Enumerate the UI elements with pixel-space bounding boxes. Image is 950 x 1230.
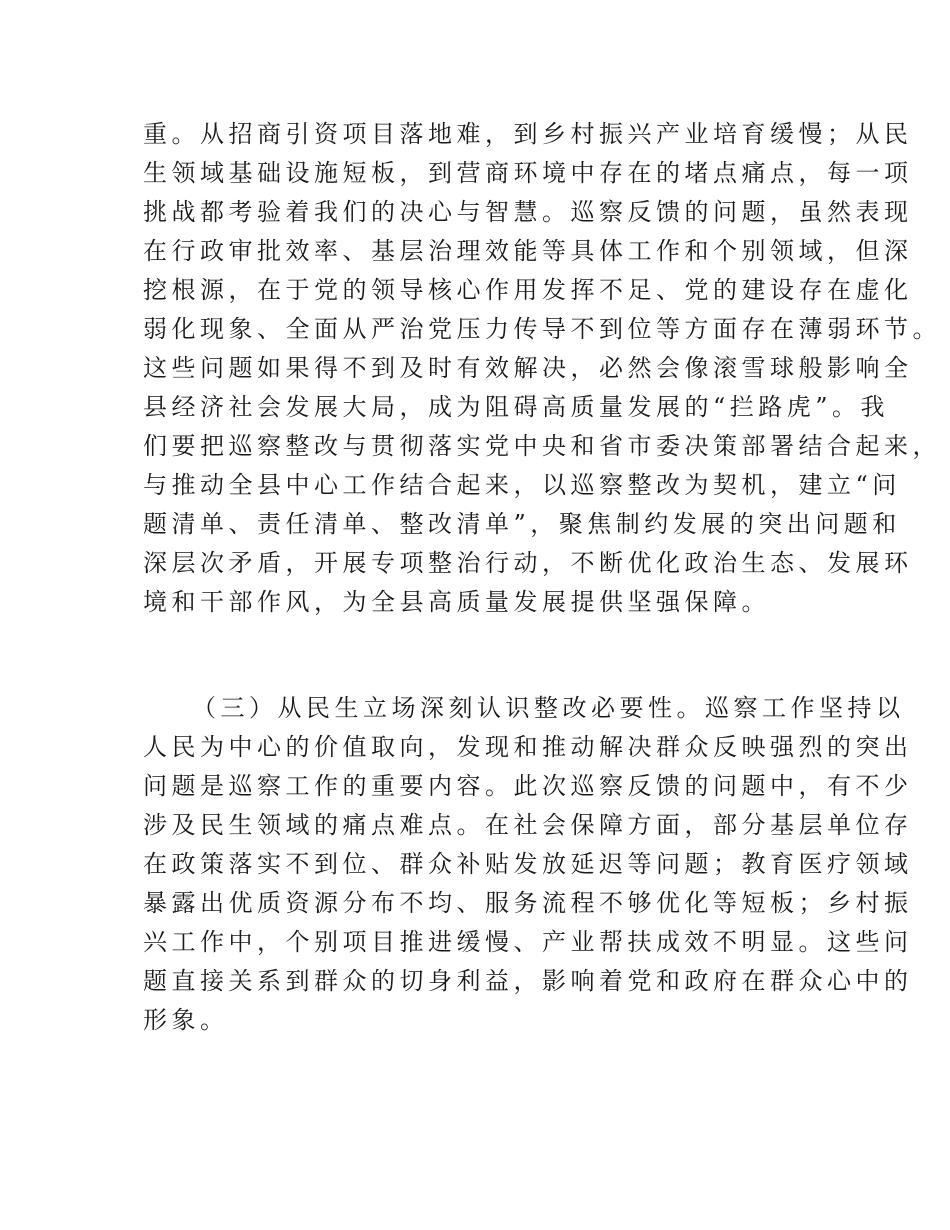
text-line: 题清单、责任清单、整改清单”，聚焦制约发展的突出问题和 (143, 510, 901, 538)
text-line: （三）从民生立场深刻认识整改必要性。巡察工作坚持以 (192, 694, 905, 722)
text-line: 与推动全县中心工作结合起来，以巡察整改为契机，建立“问 (143, 471, 901, 499)
text-line: 弱化现象、全面从严治党压力传导不到位等方面存在薄弱环节。 (143, 315, 941, 343)
paragraph-continuation (143, 115, 941, 622)
text-line: 生领域基础设施短板，到营商环境中存在的堵点痛点，每一项 (143, 159, 913, 187)
text-line: 县经济社会发展大局，成为阻碍高质量发展的“拦路虎”。我 (143, 393, 890, 421)
text-line: 兴工作中，个别项目推进缓慢、产业帮扶成效不明显。这些问 (143, 928, 913, 956)
text-line: 境和干部作风，为全县高质量发展提供坚强保障。 (143, 588, 770, 616)
text-line: 重。从招商引资项目落地难，到乡村振兴产业培育缓慢；从民 (143, 120, 913, 148)
text-line: 挑战都考验着我们的决心与智慧。巡察反馈的问题，虽然表现 (143, 198, 913, 226)
text-line: 题直接关系到群众的切身利益，影响着党和政府在群众心中的 (143, 967, 913, 995)
text-line: 在政策落实不到位、群众补贴发放延迟等问题；教育医疗领域 (143, 850, 913, 878)
text-line: 人民为中心的价值取向，发现和推动解决群众反映强烈的突出 (143, 733, 913, 761)
text-line: 这些问题如果得不到及时有效解决，必然会像滚雪球般影响全 (143, 354, 913, 382)
text-line: 问题是巡察工作的重要内容。此次巡察反馈的问题中，有不少 (143, 772, 913, 800)
text-line: 们要把巡察整改与贯彻落实党中央和省市委决策部署结合起来， (143, 432, 941, 460)
text-line: 暴露出优质资源分布不均、服务流程不够优化等短板；乡村振 (143, 889, 913, 917)
paragraph-section-three (143, 689, 913, 1040)
text-line: 深层次矛盾，开展专项整治行动，不断优化政治生态、发展环 (143, 549, 913, 577)
text-line: 挖根源，在于党的领导核心作用发挥不足、党的建设存在虚化 (143, 276, 913, 304)
text-line: 形象。 (143, 1006, 229, 1034)
text-line: 涉及民生领域的痛点难点。在社会保障方面，部分基层单位存 (143, 811, 913, 839)
text-line: 在行政审批效率、基层治理效能等具体工作和个别领域，但深 (143, 237, 913, 265)
